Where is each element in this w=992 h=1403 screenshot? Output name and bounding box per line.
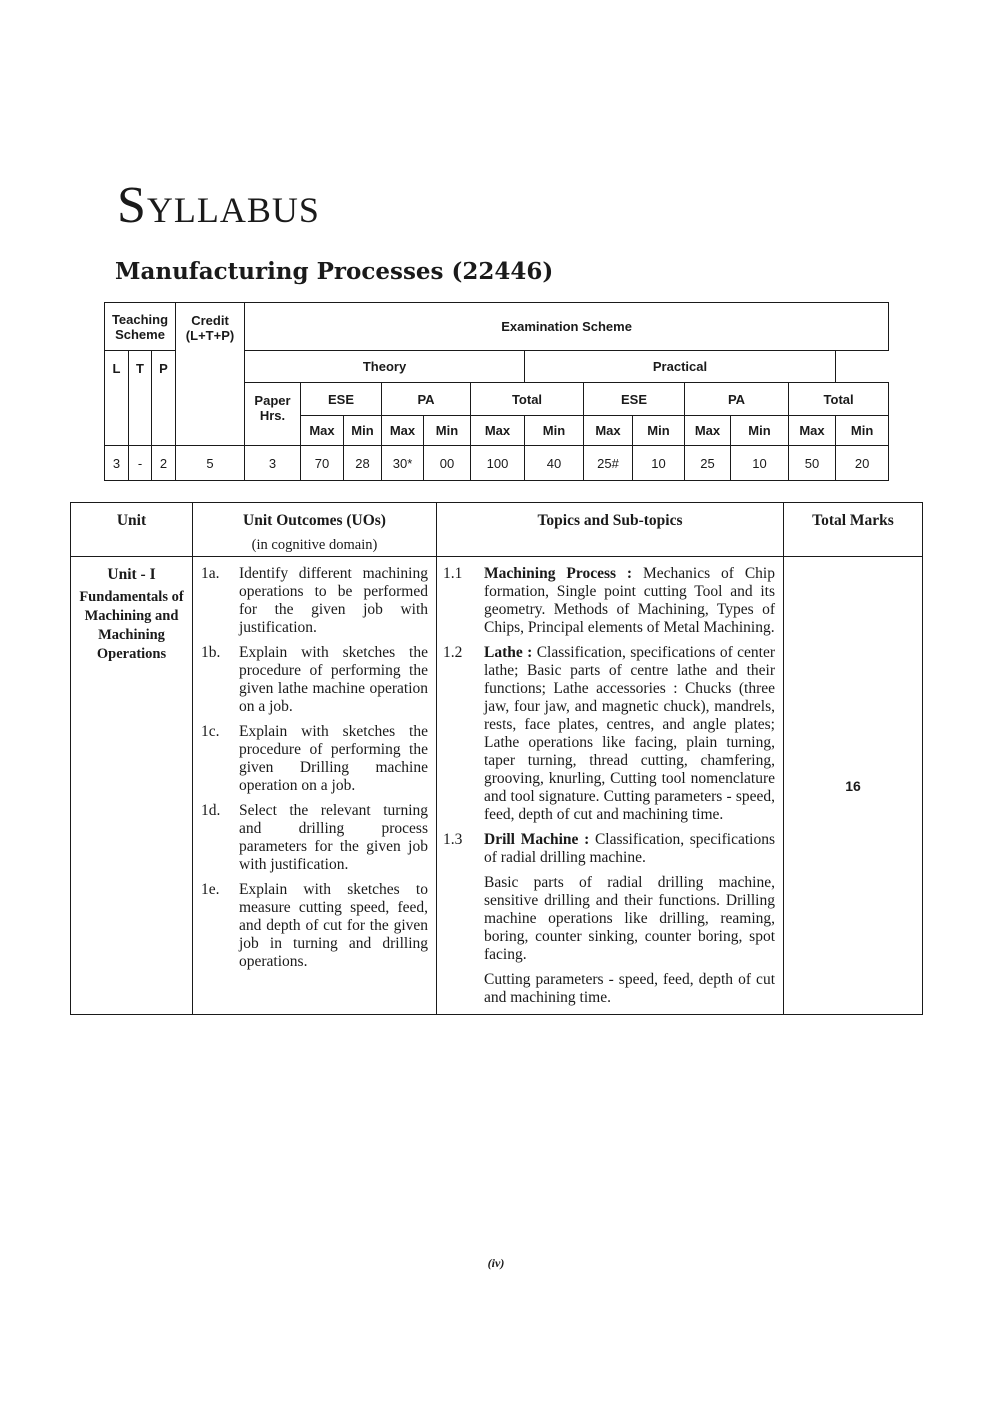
max-min-header: Max — [301, 416, 344, 446]
topic-body: Classification, specifications of center lathe; Basic parts of centre lathe and their functions; Lathe accessories : Chucks (three jaw, four jaw, and magnetic chuck), mandrels, rests, face plates, centres, and angle plates; Lathe operations like facing, plain turning, taper turning, thread cutting, chamfering, grooving, knurling, Cutting tool nomenclature and tool signature. Cutting parameters - speed, feed, depth of cut and machining time. — [484, 644, 775, 823]
max-min-header: Min — [731, 416, 789, 446]
outcome-text: Explain with sketches the procedure of performing the given lathe machine operation on a job. — [239, 644, 428, 715]
outcome-text: Explain with sketches the procedure of performing the given Drilling machine operation on a job. — [239, 723, 428, 794]
value-cell: 25# — [584, 446, 633, 481]
topic-paragraph: Cutting parameters - speed, feed, depth of cut and machining time. — [484, 971, 775, 1006]
max-min-header: Max — [685, 416, 731, 446]
theory-pa-header: PA — [382, 383, 471, 416]
outcome-number: 1e. — [201, 881, 220, 898]
max-min-header: Max — [382, 416, 424, 446]
outcome-number: 1d. — [201, 802, 221, 819]
outcome-item — [201, 802, 428, 874]
topic-text — [484, 565, 775, 637]
outcome-item — [201, 881, 428, 971]
outcome-item — [201, 723, 428, 795]
theory-header: Theory — [245, 351, 525, 383]
unit-label: Unit - I — [107, 566, 156, 583]
topic-number: 1.1 — [443, 565, 463, 582]
page-title: Syllabus — [117, 177, 320, 234]
outcomes-cell — [193, 557, 437, 1015]
topic-item — [443, 831, 775, 867]
outcome-number: 1a. — [201, 565, 220, 582]
topic-label: Machining Process : — [484, 565, 633, 582]
value-cell: 25 — [685, 446, 731, 481]
value-cell: 10 — [731, 446, 789, 481]
topic-number: 1.3 — [443, 831, 463, 848]
max-min-header: Min — [424, 416, 471, 446]
max-min-header: Max — [584, 416, 633, 446]
value-cell: 20 — [836, 446, 889, 481]
topic-item — [443, 644, 775, 824]
outcomes-header-note: (in cognitive domain) — [251, 537, 378, 553]
value-cell: 70 — [301, 446, 344, 481]
topic-text — [484, 644, 775, 824]
outcome-item — [201, 565, 428, 637]
unit-title: Fundamentals of Machining and Machining Operations — [79, 589, 184, 662]
value-cell: 100 — [471, 446, 525, 481]
outcome-number: 1b. — [201, 644, 221, 661]
paper-hrs-header: Paper Hrs. — [245, 383, 301, 446]
theory-ese-header: ESE — [301, 383, 382, 416]
unit-cell — [71, 557, 193, 1015]
practical-header: Practical — [525, 351, 836, 383]
max-min-header: Min — [525, 416, 584, 446]
outcomes-header — [193, 503, 437, 557]
topic-number: 1.2 — [443, 644, 463, 661]
practical-ese-header: ESE — [584, 383, 685, 416]
topic-paragraph: Basic parts of radial drilling machine, sensitive drilling and their functions. Drilling machine operations like drilling, reaming, boring, counter sinking, counter boring, spot facing. — [484, 874, 775, 963]
topic-label: Lathe : — [484, 644, 533, 661]
practical-total-header: Total — [789, 383, 889, 416]
value-cell: 28 — [344, 446, 382, 481]
page-number: (iv) — [487, 1256, 505, 1270]
value-cell: 50 — [789, 446, 836, 481]
outcome-text: Explain with sketches to measure cutting speed, feed, and depth of cut for the given job in turning and drilling operations. — [239, 881, 428, 970]
outcome-text: Identify different machining operations to be performed for the given job with justification. — [239, 565, 428, 636]
value-cell: 3 — [105, 446, 129, 481]
value-cell: - — [129, 446, 152, 481]
value-cell: 30* — [382, 446, 424, 481]
outcomes-header-label: Unit Outcomes (UOs) — [243, 512, 386, 529]
credit-header — [176, 303, 245, 446]
syllabus-table — [70, 502, 923, 1015]
topics-header: Topics and Sub-topics — [437, 503, 784, 557]
outcome-number: 1c. — [201, 723, 220, 740]
topic-label: Drill Machine : — [484, 831, 590, 848]
credit-formula: (L+T+P) — [185, 328, 235, 343]
total-marks-header: Total Marks — [784, 503, 923, 557]
value-cell: 10 — [633, 446, 685, 481]
unit-header: Unit — [71, 503, 193, 557]
p-header: P — [152, 351, 176, 446]
practical-pa-header: PA — [685, 383, 789, 416]
topic-body: Mechanics of Chip formation, Single point cutting Tool and its geometry. Methods of Machining, Types of Chips, Principal elements of Metal Machining. — [484, 565, 775, 636]
credit-label: Credit — [191, 313, 229, 328]
value-cell: 40 — [525, 446, 584, 481]
t-header: T — [129, 351, 152, 446]
value-cell: 3 — [245, 446, 301, 481]
max-min-header: Min — [344, 416, 382, 446]
outcome-text: Select the relevant turning and drilling process parameters for the given job with justification. — [239, 802, 428, 873]
topic-text — [484, 831, 775, 867]
value-cell: 00 — [424, 446, 471, 481]
value-cell: 5 — [176, 446, 245, 481]
max-min-header: Min — [633, 416, 685, 446]
teaching-scheme-header: Teaching Scheme — [105, 303, 176, 351]
topic-body: Classification, specifications of radial drilling machine. — [484, 831, 775, 866]
max-min-header: Max — [471, 416, 525, 446]
outcome-item — [201, 644, 428, 716]
value-cell: 2 — [152, 446, 176, 481]
l-header: L — [105, 351, 129, 446]
examination-scheme-header: Examination Scheme — [245, 303, 889, 351]
max-min-header: Max — [789, 416, 836, 446]
topics-cell — [437, 557, 784, 1015]
course-title: Manufacturing Processes (22446) — [115, 258, 554, 285]
max-min-header: Min — [836, 416, 889, 446]
theory-total-header: Total — [471, 383, 584, 416]
total-marks-value: 16 — [784, 557, 923, 1015]
examination-scheme-table — [104, 302, 889, 481]
topic-item — [443, 565, 775, 637]
